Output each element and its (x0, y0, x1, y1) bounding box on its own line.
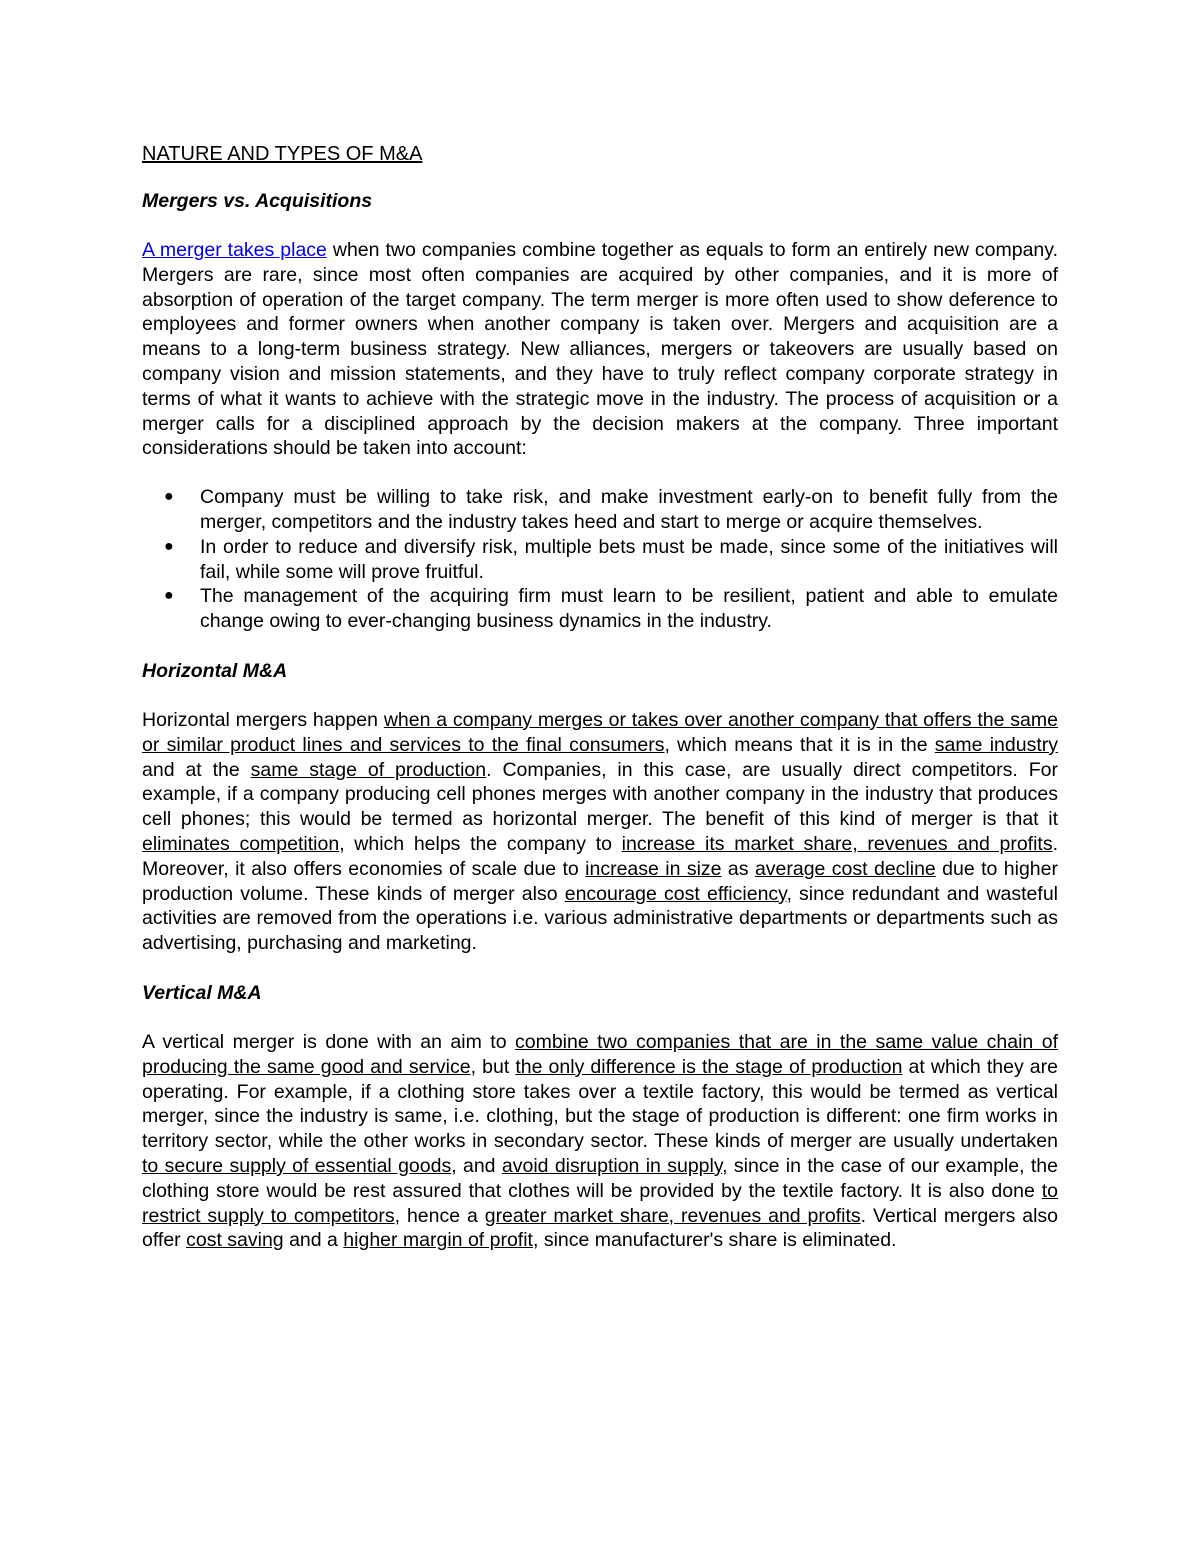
bullet-icon: ● (164, 537, 174, 555)
underlined-phrase: higher margin of profit (343, 1229, 533, 1252)
underlined-phrase: encourage cost efficiency (564, 882, 787, 905)
underlined-phrase: combine two companies that are in the same value chain of producing the same good and service (142, 1030, 1058, 1078)
paragraph-vertical: A vertical merger is done with an aim to combine two companies that are in the same value chain of producing the same good and service, but the only difference is the stage of production at which they are operating. For example, if a clothing store takes over a textile factory, this would be termed as vertical merger, since the industry is same, i.e. clothing, but the stage of production is different: one firm works in territory sector, while the other works in secondary sector. These kinds of merger are usually undertaken to secure supply of essential goods, and avoid disruption in supply, since in the case of our example, the clothing store would be rest assured that clothes will be provided by the textile factory. It is also done to restrict supply to competitors, hence a greater market share, revenues and profits. Vertical mergers also offer cost saving and a higher margin of profit, since manufacturer's share is eliminated. (142, 1030, 1059, 1252)
list-item: ● In order to reduce and diversify risk, multiple bets must be made, since some of the initiatives will fail, while some will prove fruitful. (164, 535, 1058, 583)
underlined-phrase: when a company merges or takes over another company that offers the same or similar product lines and services to the final consumers (142, 708, 1058, 756)
underlined-phrase: same stage of production (250, 758, 487, 781)
underlined-phrase: average cost decline (754, 857, 936, 880)
underlined-phrase: same industry (934, 733, 1058, 756)
heading-horizontal-ma: Horizontal M&A (142, 659, 288, 682)
paragraph-mergers-text: when two companies combine together as equals to form an entirely new company. Mergers are rare, since most often companies are acquired by other companies, and it is more of absorption of operation of the target company. The term merger is more often used to show deference to employees and former owners when another company is taken over. Mergers and acquisition are a means to a long-term business strategy. New alliances, mergers or takeovers are usually based on company vision and mission statements, and they have to truly reflect company corporate strategy in terms of what it wants to achieve with the strategic move in the industry. The process of acquisition or a merger calls for a disciplined approach by the decision makers at the company. Three important considerations should be taken into account: (142, 239, 1058, 460)
underlined-phrase: eliminates competition (142, 832, 340, 855)
heading-mergers-vs-acquisitions: Mergers vs. Acquisitions (142, 190, 373, 212)
bullet-icon: ● (164, 587, 174, 605)
underlined-phrase: to secure supply of essential goods (142, 1154, 452, 1177)
underlined-phrase: increase in size (585, 857, 722, 880)
merger-link[interactable]: A merger takes place (142, 239, 327, 261)
list-item: ● Company must be willing to take risk, and make investment early-on to benefit fully from the merger, competitors and the industry takes heed and start to merge or acquire themselves. (164, 486, 1058, 533)
document-title: NATURE AND TYPES OF M&A (142, 143, 423, 165)
paragraph-mergers (142, 238, 1058, 461)
underlined-phrase: to restrict supply to competitors (142, 1179, 1058, 1227)
underlined-phrase: the only difference is the stage of production (515, 1055, 903, 1078)
underlined-phrase: increase its market share, revenues and profits (621, 832, 1053, 855)
underlined-phrase: avoid disruption in supply (501, 1154, 723, 1177)
list-item: ● The management of the acquiring firm must learn to be resilient, patient and able to emulate change owing to ever-changing business dynamics in the industry. (164, 585, 1058, 633)
considerations-list (142, 485, 1058, 634)
bullet-icon: ● (164, 488, 174, 506)
heading-vertical-ma: Vertical M&A (142, 981, 262, 1004)
underlined-phrase: cost saving (186, 1229, 284, 1252)
paragraph-horizontal: Horizontal mergers happen when a company merges or takes over another company that offers the same or similar product lines and services to the final consumers, which means that it is in the same industry and at the same stage of production. Companies, in this case, are usually direct competitors. For example, if a company producing cell phones merges with another company in the industry that produces cell phones; this would be termed as horizontal merger. The benefit of this kind of merger is that it eliminates competition, which helps the company to increase its market share, revenues and profits. Moreover, it also offers economies of scale due to increase in size as average cost decline due to higher production volume. These kinds of merger also encourage cost efficiency, since redundant and wasteful activities are removed from the operations i.e. various administrative departments or departments such as advertising, purchasing and marketing. (142, 708, 1059, 955)
underlined-phrase: greater market share, revenues and profits (484, 1204, 861, 1227)
